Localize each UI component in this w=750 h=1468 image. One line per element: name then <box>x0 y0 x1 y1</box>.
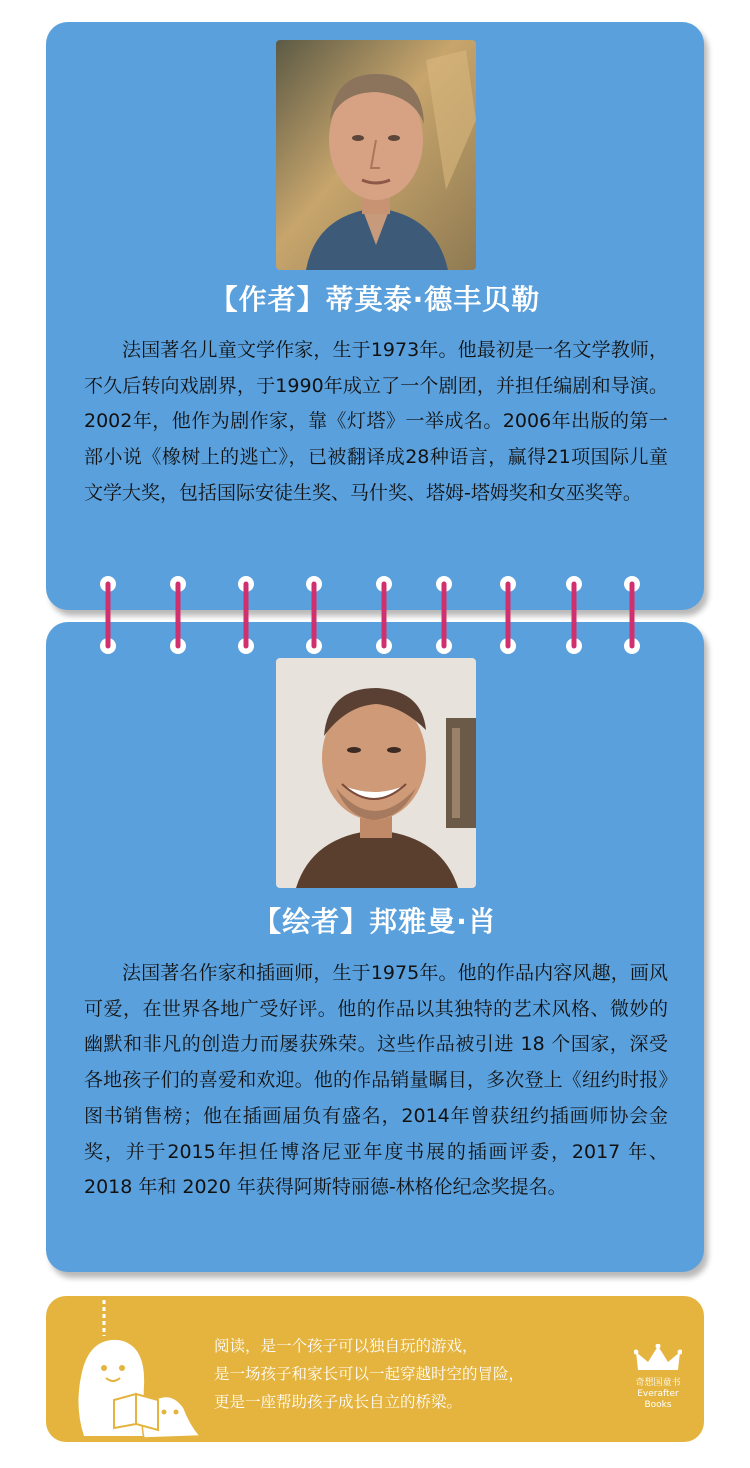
binding-ring-8 <box>566 576 582 654</box>
footer-line-1: 阅读，是一个孩子可以独自玩的游戏， <box>214 1337 478 1355</box>
binding-ring-5 <box>376 576 392 654</box>
binding-ring-1 <box>100 576 116 654</box>
binding-ring-2 <box>170 576 186 654</box>
brand-name-en: Everafter Books <box>637 1389 679 1410</box>
illustrator-photo <box>276 658 476 888</box>
brand-name-cn: 奇想国童书 <box>635 1378 681 1388</box>
author-title: 【作者】蒂莫泰·德丰贝勒 <box>209 283 541 316</box>
author-portrait-image <box>276 40 476 270</box>
spiral-binding <box>0 560 750 670</box>
binding-ring-3 <box>238 576 254 654</box>
footer-slogan <box>214 1332 524 1416</box>
footer-banner <box>46 1296 704 1442</box>
illustrator-bio: 法国著名作家和插画师，生于1975年。他的作品内容风趣，画风可爱，在世界各地广受好评。他的作品以其独特的艺术风格、微妙的幽默和非凡的创造力而屡获殊荣。这些作品被引进 18 个国家，深受各地孩子们的喜爱和欢迎。他的作品销量瞩目，多次登上《纽约时报》图书销售榜；他在插画届负有盛名，2014年曾获纽约插画师协会金奖，并于2015年担任博洛尼亚年度书展的插画评委，2017 年、2018 年和 2020 年获得阿斯特丽德-林格伦纪念奖提名。 <box>84 962 668 1199</box>
ghost-reading-book-icon <box>74 1296 204 1442</box>
author-photo <box>276 40 476 270</box>
illustrator-card <box>46 622 704 1272</box>
footer-line-3: 更是一座帮助孩子成长自立的桥梁。 <box>214 1393 463 1411</box>
illustrator-title: 【绘者】邦雅曼·肖 <box>253 905 497 938</box>
crown-icon <box>634 1344 682 1374</box>
binding-ring-9 <box>624 576 640 654</box>
binding-ring-7 <box>500 576 516 654</box>
binding-ring-4 <box>306 576 322 654</box>
author-card <box>46 22 704 610</box>
brand-logo <box>630 1344 686 1411</box>
binding-ring-6 <box>436 576 452 654</box>
author-bio: 法国著名儿童文学作家，生于1973年。他最初是一名文学教师，不久后转向戏剧界，于1990年成立了一个剧团，并担任编剧和导演。2002年，他作为剧作家，靠《灯塔》一举成名。2006年出版的第一部小说《橡树上的逃亡》，已被翻译成28种语言，赢得21项国际儿童文学大奖，包括国际安徒生奖、马什奖、塔姆-塔姆奖和女巫奖等。 <box>84 339 668 504</box>
illustrator-portrait-image <box>276 658 476 888</box>
footer-line-2: 是一场孩子和家长可以一起穿越时空的冒险， <box>214 1365 525 1383</box>
